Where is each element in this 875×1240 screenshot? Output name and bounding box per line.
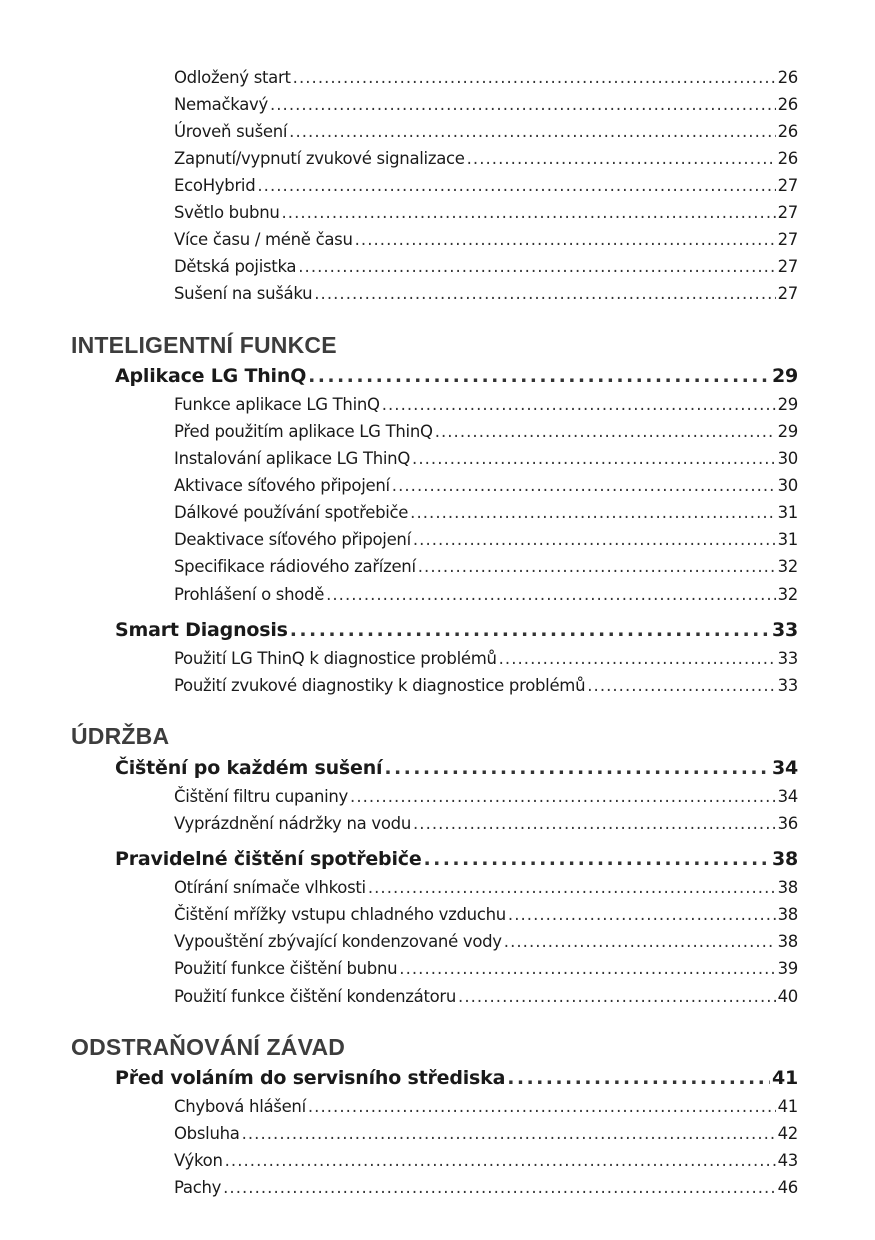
toc-entry[interactable] [174,874,798,901]
toc-leader-dots [435,418,776,445]
toc-leader-dots [368,874,776,901]
toc-leader-dots [587,672,775,699]
toc-entry-title: Použití funkce čištění bubnu [174,959,398,978]
toc-entry-title: EcoHybrid [174,176,256,195]
toc-entry-title: Pachy [174,1178,222,1197]
toc-leader-dots [290,615,770,645]
toc-leader-dots [242,1120,776,1147]
toc-section-title: Aplikace LG ThinQ [115,365,307,387]
toc-entry[interactable] [174,199,798,226]
toc-entry[interactable] [174,391,798,418]
toc-entry-title: Otírání snímače vlhkosti [174,878,366,897]
toc-leader-dots [270,91,776,118]
toc-entry-page: 39 [777,959,798,978]
toc-entry-page: 26 [777,149,798,168]
toc-entry-title: Deaktivace síťového připojení [174,530,411,549]
toc-leader-dots [223,1174,775,1201]
toc-entry-page: 43 [777,1151,798,1170]
toc-section[interactable] [115,753,798,783]
toc-leader-dots [504,928,776,955]
toc-entry-page: 41 [777,1097,798,1116]
toc-entry-title: Vypouštění zbývající kondenzované vody [174,932,502,951]
toc-entry-page: 33 [777,649,798,668]
toc-leader-dots [413,810,776,837]
toc-entry[interactable] [174,64,798,91]
toc-entry[interactable] [174,1174,798,1201]
toc-entry-title: Sušení na sušáku [174,284,313,303]
toc-entry-page: 29 [777,395,798,414]
toc-entry-page: 27 [777,257,798,276]
toc-entry-page: 30 [777,449,798,468]
toc-entry[interactable] [174,118,798,145]
toc-entry[interactable] [174,783,798,810]
toc-leader-dots [382,391,776,418]
toc-entry[interactable] [174,1120,798,1147]
toc-entry-page: 32 [777,557,798,576]
toc-leader-dots [508,901,776,928]
toc-leader-dots [413,526,776,553]
toc-leader-dots [225,1147,776,1174]
toc-entry-title: Funkce aplikace LG ThinQ [174,395,380,414]
toc-entry-title: Dětská pojistka [174,257,297,276]
toc-entry-title: Použití LG ThinQ k diagnostice problémů [174,649,497,668]
toc-entry[interactable] [174,253,798,280]
toc-section-page: 33 [771,619,798,641]
toc-entry-title: Čištění filtru cupaniny [174,787,349,806]
toc-entry[interactable] [174,172,798,199]
toc-leader-dots [412,445,776,472]
toc-section[interactable] [115,615,798,645]
toc-entry-title: Dálkové používání spotřebiče [174,503,409,522]
toc-leader-dots [399,955,775,982]
toc-leader-dots [326,581,776,608]
toc-entry-page: 36 [777,814,798,833]
toc-entry-title: Světlo bubnu [174,203,280,222]
toc-leader-dots [458,983,776,1010]
toc-entry[interactable] [174,1093,798,1120]
chapter-heading[interactable]: ODSTRAŇOVÁNÍ ZÁVAD [71,1034,346,1060]
toc-entry-page: 29 [777,422,798,441]
toc-entry-page: 46 [777,1178,798,1197]
toc-entry-title: Specifikace rádiového zařízení [174,557,416,576]
toc-leader-dots [293,64,776,91]
toc-entry[interactable] [174,280,798,307]
toc-entry[interactable] [174,645,798,672]
toc-entry-page: 38 [777,932,798,951]
toc-section-page: 41 [771,1067,798,1089]
toc-entry[interactable] [174,472,798,499]
toc-section-page: 34 [771,757,798,779]
toc-entry-title: Nemačkavý [174,95,268,114]
chapter-heading[interactable]: INTELIGENTNÍ FUNKCE [71,332,337,358]
toc-entry[interactable] [174,226,798,253]
toc-entry-page: 26 [777,68,798,87]
toc-entry-title: Výkon [174,1151,223,1170]
toc-entry-page: 40 [777,987,798,1006]
toc-section[interactable] [115,1063,798,1093]
toc-leader-dots [424,844,770,874]
toc-entry-title: Prohlášení o shodě [174,585,325,604]
toc-entry-title: Použití funkce čištění kondenzátoru [174,987,457,1006]
toc-leader-dots [350,783,776,810]
toc-entry-page: 31 [777,530,798,549]
toc-entry[interactable] [174,581,798,608]
toc-entry-page: 26 [777,122,798,141]
toc-entry-title: Použití zvukové diagnostiky k diagnostice problémů [174,676,586,695]
toc-entry[interactable] [174,901,798,928]
toc-entry[interactable] [174,955,798,982]
toc-section[interactable] [115,844,798,874]
toc-entry-title: Zapnutí/vypnutí zvukové signalizace [174,149,465,168]
toc-entry[interactable] [174,810,798,837]
toc-entry-title: Instalování aplikace LG ThinQ [174,449,411,468]
toc-entry[interactable] [174,672,798,699]
toc-entry-page: 27 [777,176,798,195]
toc-entry-page: 33 [777,676,798,695]
toc-leader-dots [308,1093,776,1120]
toc-leader-dots [355,226,776,253]
toc-leader-dots [467,145,776,172]
toc-leader-dots [384,753,770,783]
chapter-heading[interactable]: ÚDRŽBA [71,723,170,749]
toc-leader-dots [507,1063,770,1093]
toc-leader-dots [314,280,775,307]
toc-leader-dots [410,499,775,526]
toc-section-page: 38 [771,848,798,870]
toc-entry-title: Odložený start [174,68,291,87]
toc-entry-title: Obsluha [174,1124,240,1143]
toc-entry[interactable] [174,145,798,172]
toc-entry-page: 27 [777,284,798,303]
toc-entry-page: 27 [777,230,798,249]
toc-section-title: Pravidelné čištění spotřebiče [115,848,422,870]
toc-entry[interactable] [174,553,798,580]
toc-section[interactable] [115,361,798,391]
toc-entry-title: Před použitím aplikace LG ThinQ [174,422,433,441]
toc-entry-page: 34 [777,787,798,806]
toc-section-title: Smart Diagnosis [115,619,288,641]
toc-entry-title: Vyprázdnění nádržky na vodu [174,814,411,833]
toc-section-title: Čištění po každém sušení [115,757,383,779]
toc-entry-page: 30 [777,476,798,495]
toc-leader-dots [308,361,770,391]
toc-entry-page: 38 [777,878,798,897]
toc-entry[interactable] [174,445,798,472]
toc-entry-title: Čištění mřížky vstupu chladného vzduchu [174,905,506,924]
toc-entry-page: 26 [777,95,798,114]
toc-leader-dots [392,472,776,499]
toc-entry[interactable] [174,499,798,526]
toc-entry[interactable] [174,418,798,445]
toc-entry[interactable] [174,91,798,118]
toc-leader-dots [499,645,776,672]
toc-entry-page: 27 [777,203,798,222]
toc-entry-title: Více času / méně času [174,230,353,249]
toc-entry-page: 32 [777,585,798,604]
toc-entry-title: Úroveň sušení [174,122,288,141]
toc-entry-page: 31 [777,503,798,522]
toc-entry[interactable] [174,1147,798,1174]
toc-entry[interactable] [174,526,798,553]
toc-leader-dots [298,253,775,280]
toc-leader-dots [257,172,775,199]
toc-section-page: 29 [771,365,798,387]
toc-entry-page: 38 [777,905,798,924]
toc-section-title: Před voláním do servisního střediska [115,1067,506,1089]
toc-entry[interactable] [174,983,798,1010]
toc-entry-title: Chybová hlášení [174,1097,306,1116]
toc-entry-title: Aktivace síťového připojení [174,476,390,495]
toc-leader-dots [418,553,776,580]
toc-leader-dots [289,118,775,145]
toc-entry-page: 42 [777,1124,798,1143]
toc-leader-dots [282,199,776,226]
toc-entry[interactable] [174,928,798,955]
